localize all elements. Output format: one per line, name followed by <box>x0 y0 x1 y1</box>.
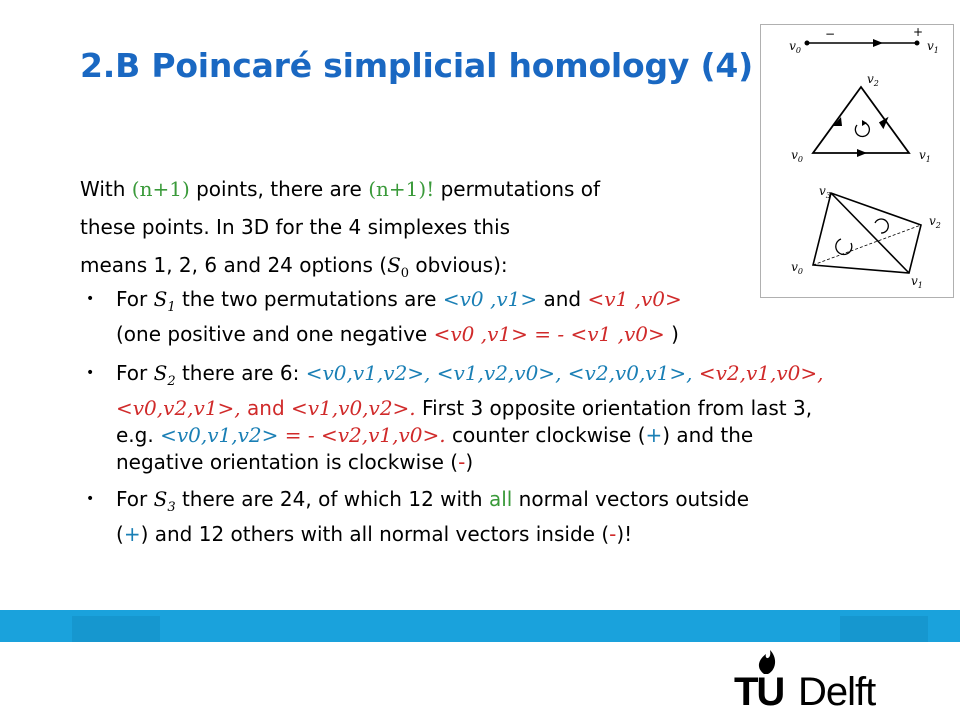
perm-negative-3: <v1,v0,v2>. <box>291 396 416 420</box>
label-v1: $v_1$ <box>911 274 923 290</box>
footer-band <box>0 610 960 642</box>
label-v2: $v_2$ <box>929 214 941 230</box>
label-v3: $v_3$ <box>819 184 831 200</box>
footer-band-block-left <box>72 616 160 642</box>
perm-equation: <v0 ,v1> = - <v1 ,v0> <box>433 322 665 346</box>
intro-line-1: With (n+1) points, there are (n+1)! permutations of <box>80 177 601 201</box>
n-plus-1-factorial: (n+1)! <box>368 177 435 201</box>
example-positive: <v0,v1,v2> <box>160 423 279 447</box>
logo-tu: TU <box>734 670 784 714</box>
label-v1: $v_1$ <box>919 148 931 164</box>
bullet-dot: • <box>86 291 95 307</box>
label-v1: $v_1$ <box>927 39 939 55</box>
perm-negative-2: <v0,v2,v1>, <box>116 396 248 420</box>
bullet-dot: • <box>86 491 95 507</box>
slide-title: 2.B Poincaré simplicial homology (4) <box>80 46 754 85</box>
intro-line-2: these points. In 3D for the 4 simplexes this <box>80 215 511 239</box>
minus-sign: − <box>825 27 836 41</box>
example-negative: <v2,v1,v0>. <box>320 423 446 447</box>
label-v0: $v_0$ <box>791 148 803 164</box>
bullet-list <box>80 286 880 556</box>
intro-line-3: means 1, 2, 6 and 24 options ($S_0$ obvious): <box>80 253 508 281</box>
intro-paragraph <box>80 170 880 293</box>
footer-band-block-right <box>840 616 928 642</box>
all-highlight: all <box>488 487 513 511</box>
bullet-dot: • <box>86 365 95 381</box>
perm-v0-v1: <v0 ,v1> <box>442 287 538 311</box>
segment-simplex <box>789 25 939 55</box>
plus-sign: + <box>913 25 924 39</box>
perm-v1-v0: <v1 ,v0> <box>587 287 682 311</box>
perm-negative-1: <v2,v1,v0>, <box>698 361 824 385</box>
label-v0: $v_0$ <box>789 39 801 55</box>
perms-positive: <v0,v1,v2>, <v1,v2,v0>, <v2,v0,v1>, <box>305 361 693 385</box>
tudelft-logo <box>730 648 890 712</box>
bullet-s1: • For $S_1$ the two permutations are <v0 ,v1> and <v1 ,v0> (one positive and one negative <v0 ,v1> = - <v1 ,v0> ) <box>86 287 682 346</box>
logo-delft: Delft <box>798 670 876 714</box>
label-v2: $v_2$ <box>867 72 879 88</box>
label-v0: $v_0$ <box>791 260 803 276</box>
n-plus-1: (n+1) <box>131 177 190 201</box>
bullet-s3: • For $S_3$ there are 24, of which 12 with all normal vectors outside (+) and 12 others with all normal vectors inside (-)! <box>86 487 750 546</box>
bullet-s2: • For $S_2$ there are 6: <v0,v1,v2>, <v1,v2,v0>, <v2,v0,v1>, <v2,v1,v0>, <v0,v2,v1>, and <v1,v0,v2>. First 3 opposite orientation from last 3, e.g. <v0,v1,v2> = - <v2,v1,v0>. counter clockwise (+) and the negative orientation is clockwise (-) <box>86 361 824 474</box>
triangle-simplex <box>791 72 931 164</box>
